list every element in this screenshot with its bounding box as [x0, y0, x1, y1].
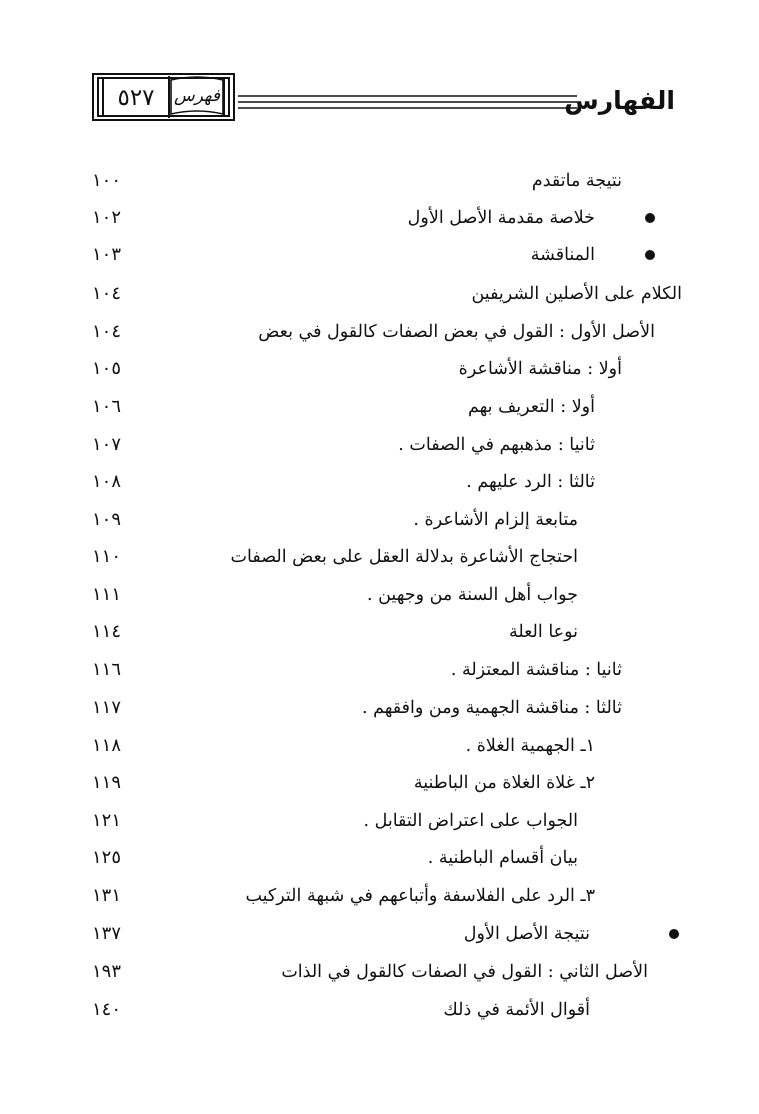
- toc-entry-page: ١١١: [92, 584, 122, 605]
- toc-entry-page: ١١٨: [92, 735, 122, 756]
- toc-entry-page: ١٠٨: [92, 471, 122, 492]
- toc-entry: [0, 240, 759, 270]
- toc-entry: [0, 806, 759, 836]
- toc-entry: [0, 542, 759, 572]
- toc-entry-title: بيان أقسام الباطنية .: [427, 848, 578, 868]
- toc-entry: [0, 467, 759, 497]
- bullet-icon: [645, 213, 655, 223]
- toc-entry-page: ١٠٣: [92, 244, 122, 265]
- badge-label: فهرس: [173, 86, 221, 106]
- toc-entry: [0, 693, 759, 723]
- toc-entry-title: ثانيا : مذهبهم في الصفات .: [398, 435, 595, 455]
- toc-entry: [0, 843, 759, 873]
- toc-entry-title: أولا : مناقشة الأشاعرة: [458, 359, 622, 379]
- toc-entry: [0, 166, 759, 196]
- toc-entry-page: ١١٦: [92, 659, 122, 680]
- page-title: الفهارس: [564, 86, 675, 115]
- toc-entry-title: المناقشة: [530, 245, 595, 265]
- toc-entry-title: ٢ـ غلاة الغلاة من الباطنية: [413, 773, 595, 793]
- toc-entry: [0, 317, 759, 347]
- toc-entry: [0, 919, 759, 949]
- toc-entry: [0, 354, 759, 384]
- bullet-icon: [645, 250, 655, 260]
- toc-entry-page: ١٠٧: [92, 434, 122, 455]
- toc-entry: [0, 392, 759, 422]
- toc-entry-title: ٣ـ الرد على الفلاسفة وأتباعهم في شبهة التركيب: [245, 886, 595, 906]
- toc-entry: [0, 881, 759, 911]
- toc-entry-title: خلاصة مقدمة الأصل الأول: [407, 208, 595, 228]
- toc-entry-page: ١٠٩: [92, 509, 122, 530]
- toc-entry-page: ١٢٥: [92, 847, 122, 868]
- toc-entry-page: ١٠٢: [92, 207, 122, 228]
- toc-entry: [0, 995, 759, 1025]
- toc-entry: [0, 957, 759, 987]
- toc-entry-page: ١٢١: [92, 810, 122, 831]
- toc-entry-title: جواب أهل السنة من وجهين .: [366, 585, 578, 605]
- toc-entry-title: نتيجة ماتقدم: [531, 171, 622, 191]
- bullet-icon: [669, 929, 679, 939]
- toc-entry-title: الجواب على اعتراض التقابل .: [363, 811, 578, 831]
- toc-entry: [0, 505, 759, 535]
- toc-entry: [0, 430, 759, 460]
- toc-entry-page: ١٣٧: [92, 923, 122, 944]
- toc-entry-title: الأصل الأول : القول في بعض الصفات كالقول في بعض: [258, 322, 655, 342]
- toc-entry-page: ١٤٠: [92, 999, 122, 1020]
- toc-entry-page: ١١٧: [92, 697, 122, 718]
- toc-entry-title: نوعا العلة: [508, 622, 578, 642]
- toc-entry-page: ١١٩: [92, 772, 122, 793]
- toc-entry: [0, 655, 759, 685]
- toc-entry-page: ١٣١: [92, 885, 122, 906]
- toc-entry: [0, 768, 759, 798]
- toc-entry: [0, 279, 759, 309]
- toc-entry-page: ١٠٦: [92, 396, 122, 417]
- toc-entry-title: ثانيا : مناقشة المعتزلة .: [450, 660, 622, 680]
- toc-entry: [0, 617, 759, 647]
- toc-entry-page: ١٠٥: [92, 358, 122, 379]
- toc-entry-title: الأصل الثاني : القول في الصفات كالقول في الذات: [281, 962, 648, 982]
- toc-entry-page: ١٩٣: [92, 961, 122, 982]
- toc-entry: [0, 731, 759, 761]
- toc-entry-page: ١١٤: [92, 621, 122, 642]
- toc-entry-title: احتجاج الأشاعرة بدلالة العقل على بعض الصفات: [230, 547, 578, 567]
- toc-entry-title: نتيجة الأصل الأول: [463, 924, 590, 944]
- toc-entry: [0, 203, 759, 233]
- toc-entry-title: متابعة إلزام الأشاعرة .: [413, 510, 578, 530]
- page-number: ٥٢٧: [117, 85, 155, 111]
- toc-entry-page: ١١٠: [92, 546, 122, 567]
- toc-entry-title: أولا : التعريف بهم: [467, 397, 595, 417]
- toc-entry-title: أقوال الأئمة في ذلك: [443, 1000, 590, 1020]
- toc-entry-title: الكلام على الأصلين الشريفين: [471, 284, 682, 304]
- toc-entry-page: ١٠٤: [92, 283, 122, 304]
- toc-entry-page: ١٠٠: [92, 170, 122, 191]
- toc-entry-page: ١٠٤: [92, 321, 122, 342]
- toc-entry-title: ثالثا : الرد عليهم .: [466, 472, 595, 492]
- toc-entry-title: ١ـ الجهمية الغلاة .: [465, 736, 595, 756]
- toc-entry: [0, 580, 759, 610]
- toc-entry-title: ثالثا : مناقشة الجهمية ومن وافقهم .: [361, 698, 622, 718]
